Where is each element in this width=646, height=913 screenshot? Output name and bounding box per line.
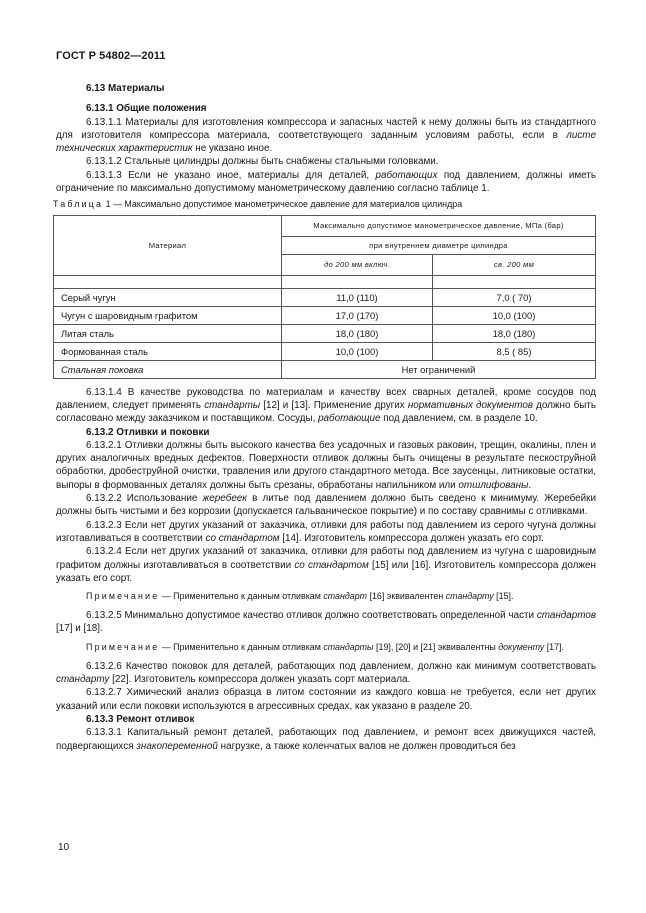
paragraph-6-13-1-2: 6.13.1.2 Стальные цилиндры должны быть снабжены стальными головками. [86,156,439,168]
table-cell-value: Нет ограничений [282,360,596,378]
column-header-up-to-200: до 200 мм включ. [282,254,433,275]
column-header-over-200: св. 200 мм [433,254,596,275]
paragraph-6-13-2-3: 6.13.2.3 Если нет других указаний от заказчика, отливки для работы под давлением из серого чугуна должны изготавливаться в соответствии со стандартом [14]. Изготовитель компрессора должен указать его сорт. [56,519,596,544]
paragraph-6-13-2-7: 6.13.2.7 Химический анализ образца в литом состоянии из каждого ковша не требуется, если нет других указаний или если поковки используются в агрессивных средах, как указано в разделе 20. [56,687,596,712]
note-2: Примечание — Применительно к данным отливкам стандарты [19], [20] и [21] эквивалентны документу [17]. [86,641,564,652]
column-header-diameter: при внутреннем диаметре цилиндра [282,236,596,254]
materials-table [53,215,596,379]
paragraph-6-13-2-6: 6.13.2.6 Качество поковок для деталей, работающих под давлением, должно как минимум соответствовать стандарту [22]. Изготовитель компрессора должен указать сорт материала. [56,660,596,686]
note-1: Примечание — Применительно к данным отливкам стандарт [16] эквивалентен стандарту [15]. [86,591,514,602]
page-content [53,78,597,753]
paragraph-6-13-1-1: 6.13.1.1 Материалы для изготовления компрессора и запасных частей к нему должны быть из стандартного для изготовителя компрессора материала, соответствующего заданным условиям работы, если в листе технических характеристик не указано иное. [56,116,596,155]
section-heading: 6.13 Материалы [86,83,165,94]
table-cell-value: 7,0 ( 70) [433,288,596,306]
table-cell-material: Литая сталь [54,324,282,342]
table-cell-value: 11,0 (110) [282,288,433,306]
paragraph-6-13-3-1: 6.13.3.1 Капитальный ремонт деталей, работающих под давлением, и ремонт всех движущихся частей, подвергающихся знакопеременной нагрузке, а также коленчатых валов не должен проводиться без [56,727,596,752]
column-header-pressure: Максимально допустимое манометрическое давление, МПа (бар) [282,215,596,236]
table-cell-material: Серый чугун [54,288,282,306]
spacer-row [54,275,596,288]
paragraph-6-13-2-4: 6.13.2.4 Если нет других указаний от заказчика, отливки для работы под давлением из чугуна с шаровидным графитом должны изготавливаться в соответствии со стандартом [15] или [16]. Изготовитель компрессора должен указать его сорт. [56,546,596,584]
table-cell-value: 10,0 (100) [433,306,596,324]
column-header-material: Материал [54,215,282,275]
subsection-heading-repair: 6.13.3 Ремонт отливок [86,713,195,725]
table-row [54,324,596,342]
paragraph-6-13-2-2: 6.13.2.2 Использование жеребеек в литье под давлением должно быть сведено к минимуму. Жеребейки должны быть чистыми и без коррозии (допускается гальваническое покрытие) и по составу сравнимы с отливками. [56,493,596,518]
table-cell-value: 18,0 (180) [282,324,433,342]
table-cell-material: Стальная поковка [54,360,282,378]
subsection-heading-castings: 6.13.2 Отливки и поковки [86,426,210,438]
table-cell-value: 18,0 (180) [433,324,596,342]
table-row [54,342,596,360]
table-cell-value: 17,0 (170) [282,306,433,324]
paragraph-6-13-2-1: 6.13.2.1 Отливки должны быть высокого качества без усадочных и газовых раковин, трещин, окалины, плен и других аналогичных вредных дефектов. Поверхности отливок должны быть очищены в результате пескоструйной обработки, дробеструйной очистки, травления или другого стандартного метода. Все заусенцы, литниковые остатки, выпоры в формованных деталях должны быть срезаны, обработаны напильником или отшлифованы. [56,439,596,491]
table-cell-material: Чугун с шаровидным графитом [54,306,282,324]
table-cell-material: Формованная сталь [54,342,282,360]
table-row [54,306,596,324]
paragraph-6-13-2-5: 6.13.2.5 Минимально допустимое качество отливок должно соответствовать определенной части стандартов [17] и [18]. [56,610,596,635]
page-number: 10 [58,842,70,853]
table-caption: Таблица 1 — Максимально допустимое манометрическое давление для материалов цилиндра [53,199,463,210]
document-header: ГОСТ Р 54802—2011 [56,50,166,62]
table-cell-value: 8,5 ( 85) [433,342,596,360]
table-row [54,288,596,306]
paragraph-6-13-1-3: 6.13.1.3 Если не указано иное, материалы для деталей, работающих под давлением, должны иметь ограничение по максимально допустимому манометрическому давлению согласно таблице 1. [56,169,596,195]
table-row [54,360,596,378]
table-cell-value: 10,0 (100) [282,342,433,360]
subsection-heading-general: 6.13.1 Общие положения [86,103,207,115]
paragraph-6-13-1-4: 6.13.1.4 В качестве руководства по материалам и качеству всех сварных деталей, кроме сосудов под давлением, следует применять стандарты [12] и [13]. Применение других нормативных документов должно быть согласовано между заказчиком и поставщиком. Сосуды, работающие под давлением, см. в разделе 10. [56,386,597,425]
